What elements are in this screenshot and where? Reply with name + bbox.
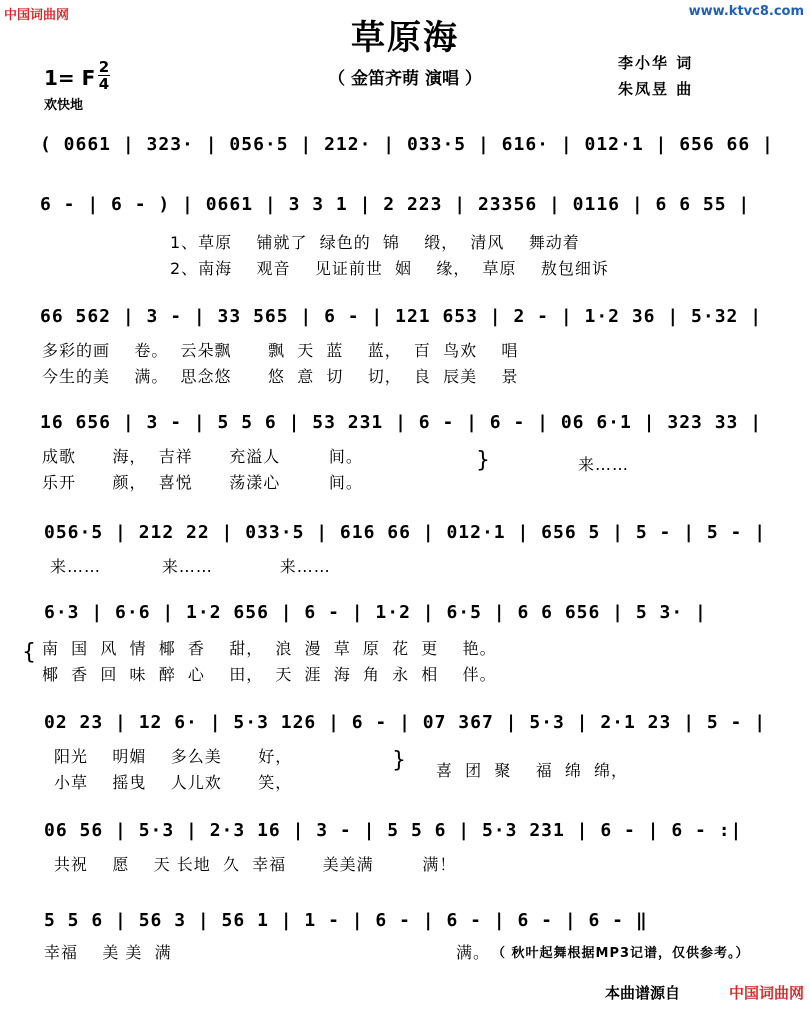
verse-brace-right-2: } — [392, 748, 406, 773]
watermark-right: www.ktvc8.com — [688, 4, 804, 19]
lyrics-row-3-verse-1: 多彩的画 卷。 云朵飘 飘 天 蓝 蓝， 百 鸟欢 唱 — [42, 341, 519, 360]
notation-row-6: 6·3 | 6·6 | 1·2 656 | 6 - | 1·2 | 6·5 | 6 6 656 | 5 3· | — [44, 602, 707, 623]
lyrics-row-7-verse-2: 小草 摇曳 人儿欢 笑， — [54, 773, 293, 792]
tempo-marking: 欢快地 — [44, 98, 84, 113]
score-row-6 — [0, 602, 810, 628]
lyrics-row-3-verse-2: 今生的美 满。 思念悠 悠 意 切 切， 良 辰美 景 — [42, 367, 519, 386]
score-row-4 — [0, 412, 810, 438]
notation-row-9: 5 5 6 | 56 3 | 56 1 | 1 - | 6 - | 6 - | 6 - | 6 - ‖ — [44, 910, 648, 931]
score-row-1 — [0, 134, 810, 160]
lyrics-row-6-verse-1: 南 国 风 情 椰 香 甜， 浪 漫 草 原 花 更 艳。 — [42, 639, 497, 658]
song-title: 草原海 — [351, 18, 459, 58]
lyrics-row-2-verse-1: 1、草原 铺就了 绿色的 锦 缎， 清风 舞动着 — [170, 233, 580, 252]
time-signature — [98, 60, 110, 91]
performer: （ 金笛齐萌 演唱 ） — [328, 69, 482, 89]
score-row-2 — [0, 194, 810, 220]
watermark-left: 中国词曲网 — [4, 8, 70, 23]
notation-row-8: 06 56 | 5·3 | 2·3 16 | 3 - | 5 5 6 | 5·3 231 | 6 - | 6 - :| — [44, 820, 743, 841]
lyrics-row-7-verse-1: 阳光 明媚 多么美 好， — [54, 747, 293, 766]
transcription-note: （ 秋叶起舞根据MP3记谱，仅供参考。） — [492, 946, 750, 961]
lyrics-row-9: 幸福 美 美 满 — [44, 943, 172, 962]
verse-brace-right: } — [476, 448, 490, 473]
lyrics-row-2-verse-2: 2、南海 观音 见证前世 姻 缘， 草原 敖包细诉 — [170, 259, 609, 278]
meter-top: 2 — [98, 58, 110, 76]
key-signature: 1= F — [44, 66, 96, 90]
score-row-8 — [0, 820, 810, 846]
footer-site-link[interactable]: 中国词曲网 — [728, 984, 804, 1002]
notation-row-3: 66 562 | 3 - | 33 565 | 6 - | 121 653 | 2 - | 1·2 36 | 5·32 | — [40, 306, 763, 327]
lyrics-row-9-end: 满。 — [456, 943, 491, 962]
notation-row-4: 16 656 | 3 - | 5 5 6 | 53 231 | 6 - | 6 - | 06 6·1 | 323 33 | — [40, 412, 763, 433]
score-row-9 — [0, 910, 810, 936]
lyrics-row-7-side: 喜 团 聚 福 绵 绵， — [436, 761, 629, 780]
composer-credit: 朱凤昱 曲 — [618, 80, 694, 98]
lyrics-row-8: 共祝 愿 天 长地 久 幸福 美美满 满！ — [54, 855, 457, 874]
lyrics-row-4-verse-2: 乐开 颜， 喜悦 荡漾心 间。 — [42, 473, 363, 492]
notation-row-1: ( 0661 | 323· | 056·5 | 212· | 033·5 | 616· | 012·1 | 656 66 | — [40, 134, 774, 155]
lyrics-row-4-verse-1: 成歌 海， 吉祥 充溢人 间。 — [42, 447, 363, 466]
notation-row-7: 02 23 | 12 6· | 5·3 126 | 6 - | 07 367 | 5·3 | 2·1 23 | 5 - | — [44, 712, 767, 733]
score-row-7 — [0, 712, 810, 738]
lyricist-credit: 李小华 词 — [618, 54, 694, 72]
meter-bottom: 4 — [98, 75, 110, 93]
lyrics-row-4-side: 来…… — [578, 455, 630, 474]
footer-source-label: 本曲谱源自 — [604, 984, 680, 1002]
verse-brace-left: { — [22, 640, 36, 665]
score-row-3 — [0, 306, 810, 332]
score-row-5 — [0, 522, 810, 548]
lyrics-row-5: 来…… 来…… 来…… — [50, 557, 331, 576]
lyrics-row-6-verse-2: 椰 香 回 味 醉 心 田， 天 涯 海 角 永 相 伴。 — [42, 665, 497, 684]
notation-row-5: 056·5 | 212 22 | 033·5 | 616 66 | 012·1 | 656 5 | 5 - | 5 - | — [44, 522, 767, 543]
notation-row-2: 6 - | 6 - ) | 0661 | 3 3 1 | 2 223 | 23356 | 0116 | 6 6 55 | — [40, 194, 751, 215]
